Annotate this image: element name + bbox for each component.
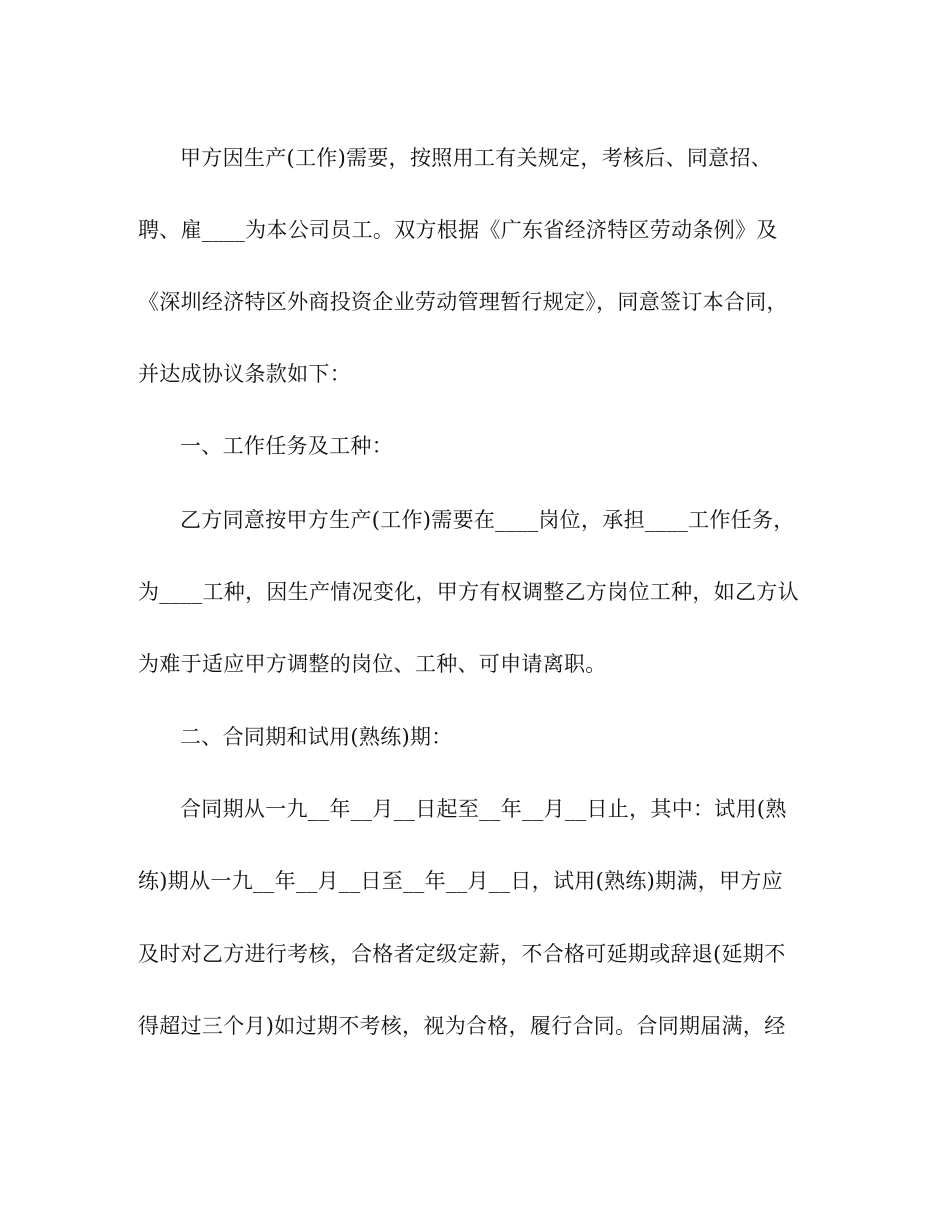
section-2-line-1: 合同期从一九__年__月__日起至__年__月__日止，其中：试用(熟: [180, 797, 787, 821]
section-1-line-1: 乙方同意按甲方生产(工作)需要在____岗位，承担____工作任务，: [180, 508, 795, 532]
section-2-line-4: 得超过三个月)如过期不考核，视为合格，履行合同。合同期届满，经: [138, 1014, 786, 1038]
section-heading-1: 一、工作任务及工种：: [180, 434, 393, 458]
paragraph-intro-line-3: 《深圳经济特区外商投资企业劳动管理暂行规定》，同意签订本合同，: [138, 290, 788, 314]
section-2-line-2: 练)期从一九__年__月__日至__年__月__日，试用(熟练)期满，甲方应: [138, 869, 783, 893]
section-2-line-3: 及时对乙方进行考核，合格者定级定薪，不合格可延期或辞退(延期不: [138, 942, 786, 966]
paragraph-intro-line-4: 并达成协议条款如下：: [138, 362, 351, 386]
paragraph-intro-line-1: 甲方因生产(工作)需要，按照用工有关规定，考核后、同意招、: [180, 146, 773, 170]
section-1-line-2: 为____工种，因生产情况变化，甲方有权调整乙方岗位工种，如乙方认: [138, 580, 799, 604]
paragraph-intro-line-2: 聘、雇____为本公司员工。双方根据《广东省经济特区劳动条例》及: [138, 218, 778, 242]
section-1-line-3: 为难于适应甲方调整的岗位、工种、可申请离职。: [138, 652, 607, 676]
section-heading-2: 二、合同期和试用(熟练)期：: [180, 725, 453, 749]
